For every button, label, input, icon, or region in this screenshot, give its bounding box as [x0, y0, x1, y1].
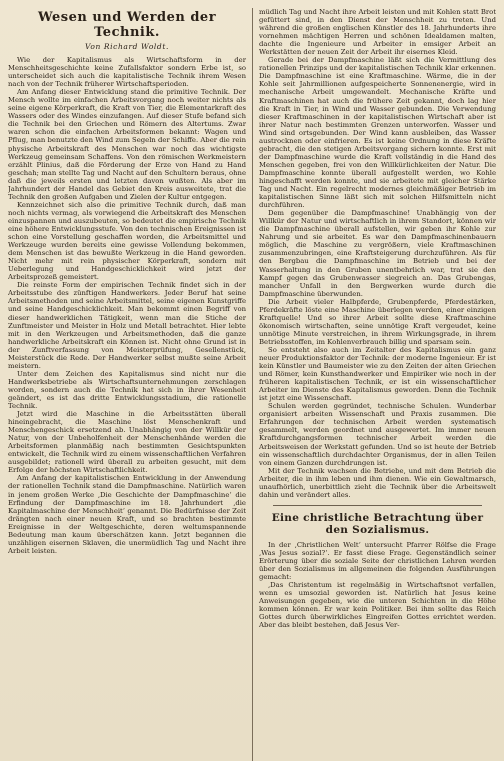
article-author: Von Richard Woldt. [85, 42, 169, 51]
paragraph: Dem gegenüber die Dampfmaschine! Unabhängig von der Willkür der Natur und wirtschaftlich in ihrem Standort, können wir die Dampfmaschine überall aufstellen, wir geben ihr Kohle zur Nahrung und sie arbeitet. Es war den Dampfmaschinenbauern möglich, die Maschine zu vergrößern, viele Kraftmaschinen zusammenzubringen, eine Kraftsteigerung durchzuführen. Als für den Bergbau die Dampfmaschine im Betrieb und bei der Wasserhaltung in den Gruben unentbehrlich war, trat sie den Kampf gegen das Grubenwasser siegreich an. Das Grubengas, mancher Unfall in den Bergwerken wurde durch die Dampfmaschine überwunden. [259, 209, 496, 298]
right-column [252, 8, 496, 761]
paragraph: So entsteht also auch im Zeitalter des Kapitalismus ein ganz neuer Produktionsfaktor der Technik: der moderne Ingenieur. Er ist kein Künstler und Baumeister wie zu den Zeiten der alten Griechen und Römer, kein Kunsthandwerker und Empiriker wie noch in der früheren kapitalistischen Technik, er ist ein wissenschaftlicher Arbeiter im Dienste des Kapitalismus geworden. Denn die Technik ist jetzt eine Wissenschaft. [259, 345, 496, 403]
paragraph: Gerade bei der Dampfmaschine läßt sich die Vermittlung des rationellen Prinzips und der kapitalistischen Technik klar erkennen. Die Dampfmaschine ist eine Kraftmaschine. Wärme, die in der Kohle seit Jahrmillionen aufgespeicherte Sonnenenergie, wird in mechanische Arbeit umgewandelt. Mechanische Kräfte und Kraftmaschinen hat auch die frühere Zeit gekannt, doch lag hier die Kraft in Tier, in Wind und Wasser gebunden. Die Verwendung dieser Kraftmaschinen in der kapitalistischen Wirtschaft aber ist ihrer Natur nach bestimmten Grenzen unterworfen. Wasser und Wind sind ortsgebunden. Der Wind kann ausbleiben, das Wasser austrocknen oder einfrieren. Es ist keine Ordnung in diese Kräfte gebracht, die den stetigen Arbeitsvorgang sichern konnte. Erst mit der Dampfmaschine wurde die Kraft vollständig in die Hand des Menschen gegeben, frei von den Willkürlichkeiten der Natur. Die Dampfmaschine konnte überall aufgestellt werden, wo Kohle hingeschafft werden konnte, und sie arbeitete mit gleicher Stärke Tag und Nacht. Ein regelrecht modernes gleichmäßiger Betrieb im kapitalistischen Sinne läßt sich mit solchen Hilfsmitteln nicht durchführen. [259, 56, 496, 210]
paragraph: Die reinste Form der empirischen Technik findet sich in der Arbeitsstube des zünftigen Handwerkers. Jeder Beruf hat seine Arbeitsmethoden und seine Arbeitsmittel, seine eigenen Kunstgriffe und seine Handgeschicklichkeit. Man bekommt einen Begriff von dieser handwerklichen Tätigkeit, wenn man die Stiche der Zunftmeister und Meister in Holz und Metall betrachtet. Hier lebte mit in den Werkzeugen und Arbeitsmethoden, daß die ganze handwerkliche Arbeitskraft ein Können ist. Nicht ohne Grund ist in der Zunftverfassung von Meisterprüfung, Gesellenstück, Meisterstück die Rede. Der Handwerker selbst mußte seine Arbeit meistern. [8, 281, 246, 370]
left-column [8, 8, 252, 761]
paragraph: Jetzt wird die Maschine in die Arbeitsstätten überall hineingebracht, die Maschine löst Menschenkraft und Menschengeschick ersetzend ab. Unabhängig von der Willkür der Natur, von der Unbeholfenheit der Menschenhände werden die Arbeitsformen planmäßig nach bestimmten Gesichtspunkten entwickelt, die Technik wird zu einem wissenschaftlichen Verfahren ausgebildet; rationell wird überall zu arbeiten gesucht, mit dem Erfolge der höchsten Wirtschaftlichkeit. [8, 410, 246, 475]
article-title: Wesen und Werden der Technik. [37, 10, 217, 40]
paragraph: Unter dem Zeichen des Kapitalismus sind nicht nur die Handwerksbetriebe als Wirtschaftsunternehmungen zerschlagen worden, sondern auch die Technik hat sich in ihrer Wesenheit geändert, es ist das dritte Entwicklungsstadium, die rationelle Technik. [8, 369, 246, 411]
paragraph: Die Arbeit vieler Halbpferde, Grubenpferde, Pferdestärken, Pferdekräfte löste eine Maschine überlegen werden, einer einzigen Kraftquelle! Und so ihrer Arbeit sollte diese Kraftmaschine ökonomisch wirtschaften, seine unnötige Kraft vergeudet, keine unnötige Minute verstreichen, in ihrem Wirkungsgrade, in ihrem Betriebsstoffen, im Kohlenverbrauch billig und sparsam sein. [259, 297, 496, 346]
paragraph: Kennzeichnet sich also die primitive Technik durch, daß man noch nichts vermag, als vorwiegend die Arbeitskraft des Menschen einzuspannen und auszubeuten, so bedeutet die empirische Technik eine höhere Entwicklungsstufe. Von den technischen Ereignissen ist schon eine Vorstellung geschaffen worden, die Arbeitsmittel und Werkzeuge wurden bereits eine gewisse Vollendung bekommen, dem Menschen ist das bewußte Werkzeug in die Hand geworden. Nicht mehr mit rein physischer Körperkraft, sondern mit Ueberlegung und Handgeschicklichkeit wird jetzt der Arbeitsprozeß gemeistert. [8, 200, 246, 282]
paragraph: Schulen werden gegründet, technische Schulen. Wunderbar organisiert arbeiten Wissenschaft und Praxis zusammen. Die Erfahrungen der technischen Arbeit werden systematisch gesammelt, werden geordnet und ausgewertet. Im immer neuen Kraftdurchgangsformen technischer Arbeit werden die Arbeitsweisen der Werkstatt gefunden. Und so ist heute der Betrieb ein wissenschaftlich durchdachter Organismus, der in allen Teilen von einem Ganzen durchdrungen ist. [259, 402, 496, 467]
paragraph: Am Anfang der kapitalistischen Entwicklung in der Anwendung der rationellen Technik stand die Dampfmaschine. Natürlich waren in jenem großen Werke ‚Die Geschichte der Dampfmaschine‘ die Erfindung der Dampfmaschine im 18. Jahrhundert ‚die Kapitalmaschine der Menschheit‘ genannt. Die Bedürfnisse der Zeit drängten nach einer neuen Kraft, und so brachten bestimmte Ereignisse in der Weltgeschichte, deren weltumspannende Bedeutung man kaum überschätzen kann. Jetzt begannen die unzähligen eisernen Sklaven, die unermüdlich Tag und Nacht ihre Arbeit leisten. [8, 474, 246, 555]
paragraph: Mit der Technik wachsen die Betriebe, und mit dem Betrieb die Arbeiter, die in ihm leben und ihm dienen. Wie ein Gewaltmarsch, unaufhörlich, unerbittlich zieht die Technik über die Arbeitswelt dahin und verändert alles. [259, 466, 496, 499]
paragraph: ‚Das Christentum ist regelmäßig in Wirtschaftsnot verfallen, wenn es umsozial geworden ist. Natürlich hat Jesus keine Anweisungen gegeben, wie die unteren Schichten in die Höhe kommen können. Er war kein Politiker. Bei ihm sollte das Reich Gottes durch überwirkliches Eingreifen Gottes errichtet werden. Aber das bleibt bestehen, daß Jesus Ver- [259, 581, 496, 630]
paragraph: Am Anfang dieser Entwicklung stand die primitive Technik. Der Mensch wollte im einfachen Arbeitsvorgang noch weiter nichts als seine eigene Körperkraft, die Kraft von Tier, die Elementarkraft des Wassers oder des Windes einzufangen. Auf dieser Stufe befand sich die Technik bei den Griechen und Römern des Altertums. Zwar waren schon die einfachen Arbeitsformen bekannt: Wagen und Pflug, man benutzte den Wind zum Segeln der Schiffe. Aber die rein physische Arbeitskraft des Menschen war noch das wichtigste Werkzeug gemeinsam Schaffens. Von den römischen Werkmeistern erzählt Plinius, daß die Förderung der Erze von Hand zu Hand geschah; man stellte Tag und Nacht auf den Schultern beraus, ohne daß die jeweils ersten und letzten davon wußten. Als aber im Jahrhundert der Handel das Gebiet den Kreis ausweitete, trat die Technik den großen Aufgaben und Zielen der Kultur entgegen. [8, 88, 246, 201]
second-article-title: Eine christliche Betrachtung über den Sozialismus. [271, 511, 484, 536]
two-column-layout [8, 8, 496, 761]
paragraph: In der ‚Christlichen Welt‘ untersucht Pfarrer Rölfse die Frage ‚Was Jesus sozial?‘. Er fasst diese Frage. Gegenständlich seiner Erörterung über die soziale Seite der christlichen Lehren werden über den Sozialismus im allgemeinen die folgenden Ausführungen gemacht: [259, 540, 496, 582]
paragraph: müdlich Tag und Nacht ihre Arbeit leisten und mit Kohlen statt Brot gefüttert sind, in den Dienst der Menschheit zu treten. Und während die großen englischen Künstler des 18. Jahrhunderts ihre vornehmen mächtigen Herren und schönen Idealdamen malten, dachte die Ingenieure und Arbeiter in emsiger Arbeit an Werkstätten der neuen Zeit der Arbeit ihr eisernes Kleid. [259, 8, 496, 57]
section-divider [273, 505, 482, 506]
paragraph: Wie der Kapitalismus als Wirtschaftsform in der Menschheitsgeschichte keine Zufallsfaktor sondern Erbe ist, so unterscheidet sich auch die kapitalistische Technik ihrem Wesen nach von der Technik früherer Wirtschaftsperioden. [8, 56, 246, 89]
